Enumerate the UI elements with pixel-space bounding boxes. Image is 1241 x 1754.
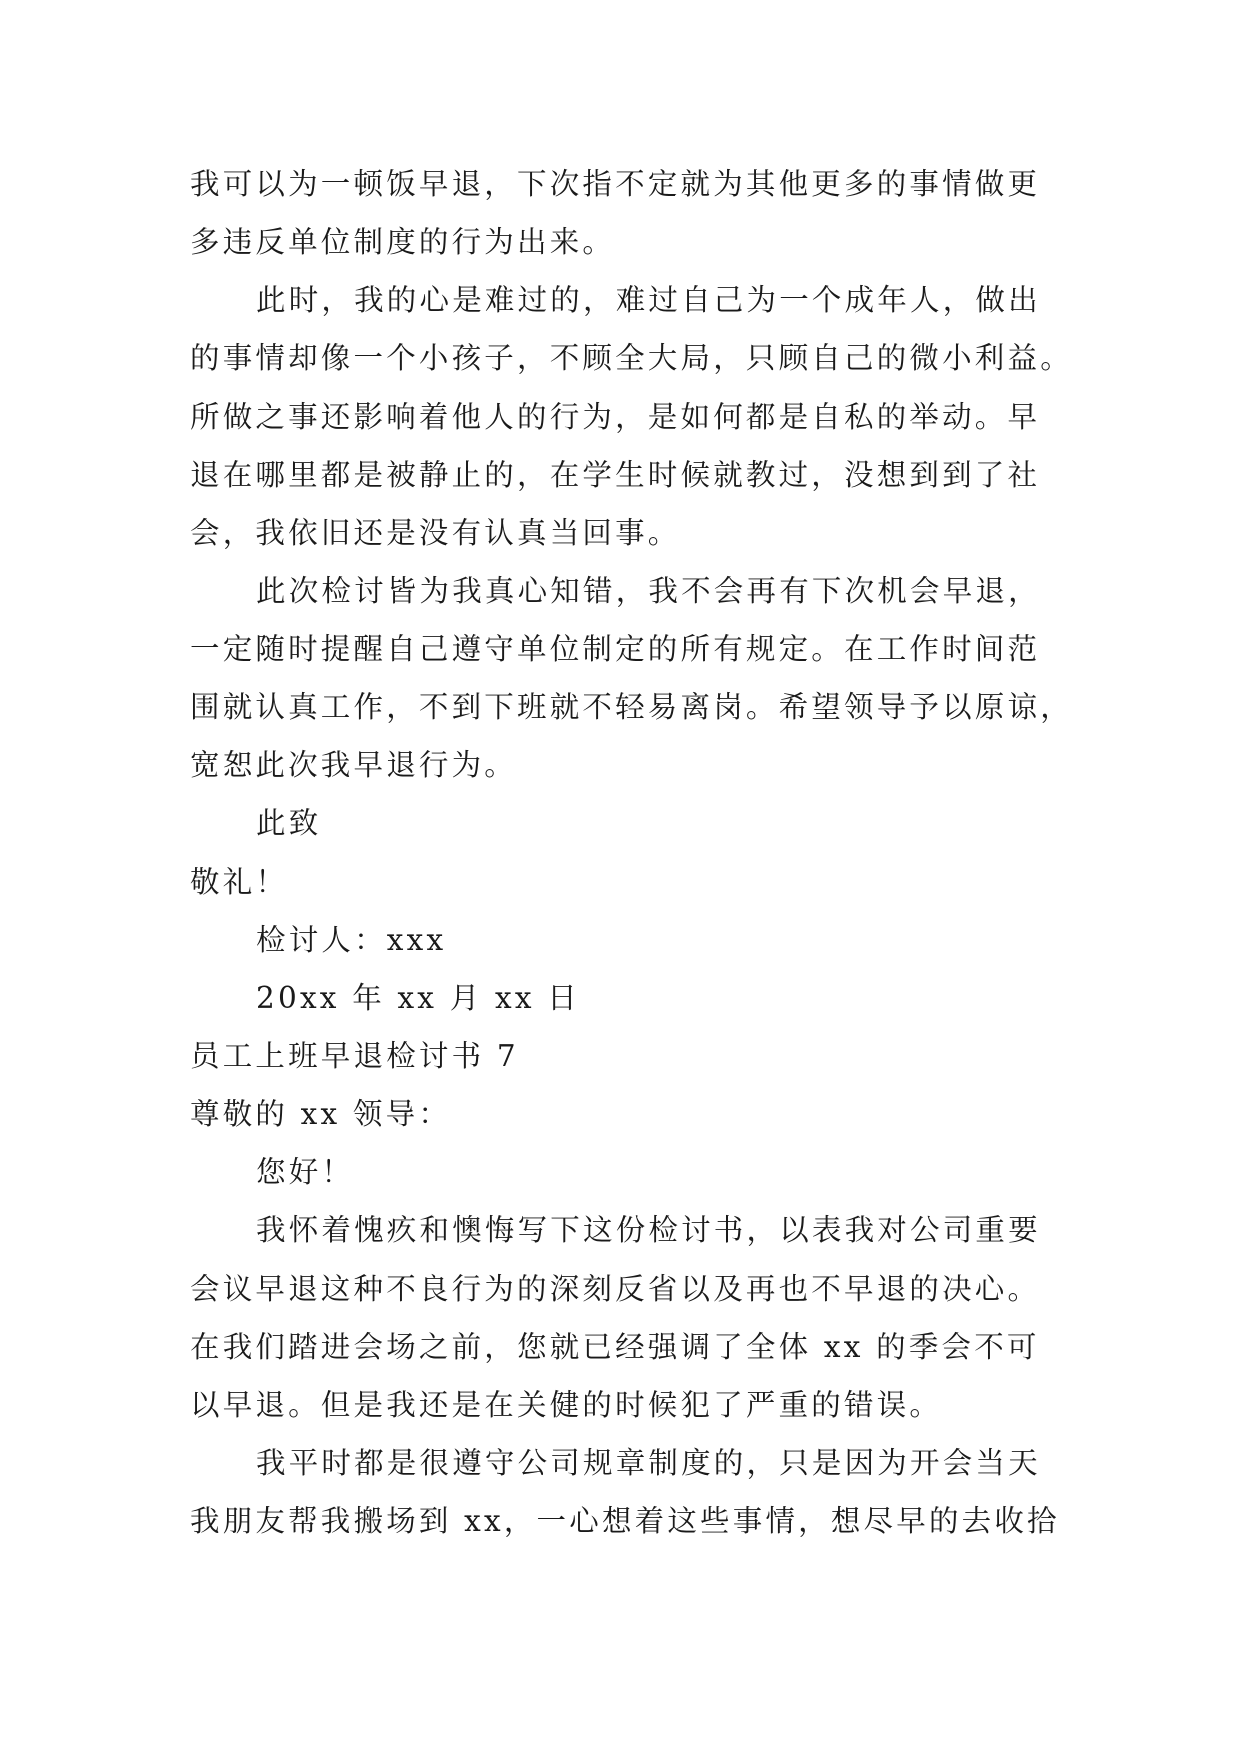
text-line: 宽恕此次我早退行为。 <box>190 748 518 782</box>
text-line: 的事情却像一个小孩子，不顾全大局，只顾自己的微小利益。 <box>190 341 1073 375</box>
text-line: 我朋友帮我搬场到 xx，一心想着这些事情，想尽早的去收拾 <box>190 1504 1060 1538</box>
text-line: 以早退。但是我还是在关健的时候犯了严重的错误。 <box>190 1388 943 1422</box>
signature-line: 检讨人：xxx <box>256 923 447 957</box>
paragraph-start-line: 我平时都是很遵守公司规章制度的，只是因为开会当天 <box>256 1446 1041 1480</box>
text-line: 一定随时提醒自己遵守单位制定的所有规定。在工作时间范 <box>190 632 1041 666</box>
salutation-line: 敬礼！ <box>190 865 289 899</box>
closing-line: 此致 <box>256 806 322 840</box>
text-line: 会，我依旧还是没有认真当回事。 <box>190 516 681 550</box>
paragraph-start-line: 此时，我的心是难过的，难过自己为一个成年人，做出 <box>256 283 1041 317</box>
text-line: 多违反单位制度的行为出来。 <box>190 225 616 259</box>
text-line: 围就认真工作，不到下班就不轻易离岗。希望领导予以原谅， <box>190 690 1073 724</box>
text-line: 在我们踏进会场之前，您就已经强调了全体 xx 的季会不可 <box>190 1330 1040 1364</box>
date-line: 20xx 年 xx 月 xx 日 <box>256 981 580 1015</box>
greeting-line: 您好！ <box>256 1155 355 1189</box>
paragraph-start-line: 我怀着愧疚和懊悔写下这份检讨书，以表我对公司重要 <box>256 1213 1041 1247</box>
text-line: 退在哪里都是被静止的，在学生时候就教过，没想到到了社 <box>190 458 1041 492</box>
text-line: 会议早退这种不良行为的深刻反省以及再也不早退的决心。 <box>190 1272 1041 1306</box>
greeting-recipient: 尊敬的 xx 领导： <box>190 1097 452 1131</box>
section-title: 员工上班早退检讨书 7 <box>190 1039 519 1073</box>
text-line: 所做之事还影响着他人的行为，是如何都是自私的举动。早 <box>190 400 1041 434</box>
paragraph-start-line: 此次检讨皆为我真心知错，我不会再有下次机会早退， <box>256 574 1041 608</box>
text-line: 我可以为一顿饭早退，下次指不定就为其他更多的事情做更 <box>190 167 1041 201</box>
